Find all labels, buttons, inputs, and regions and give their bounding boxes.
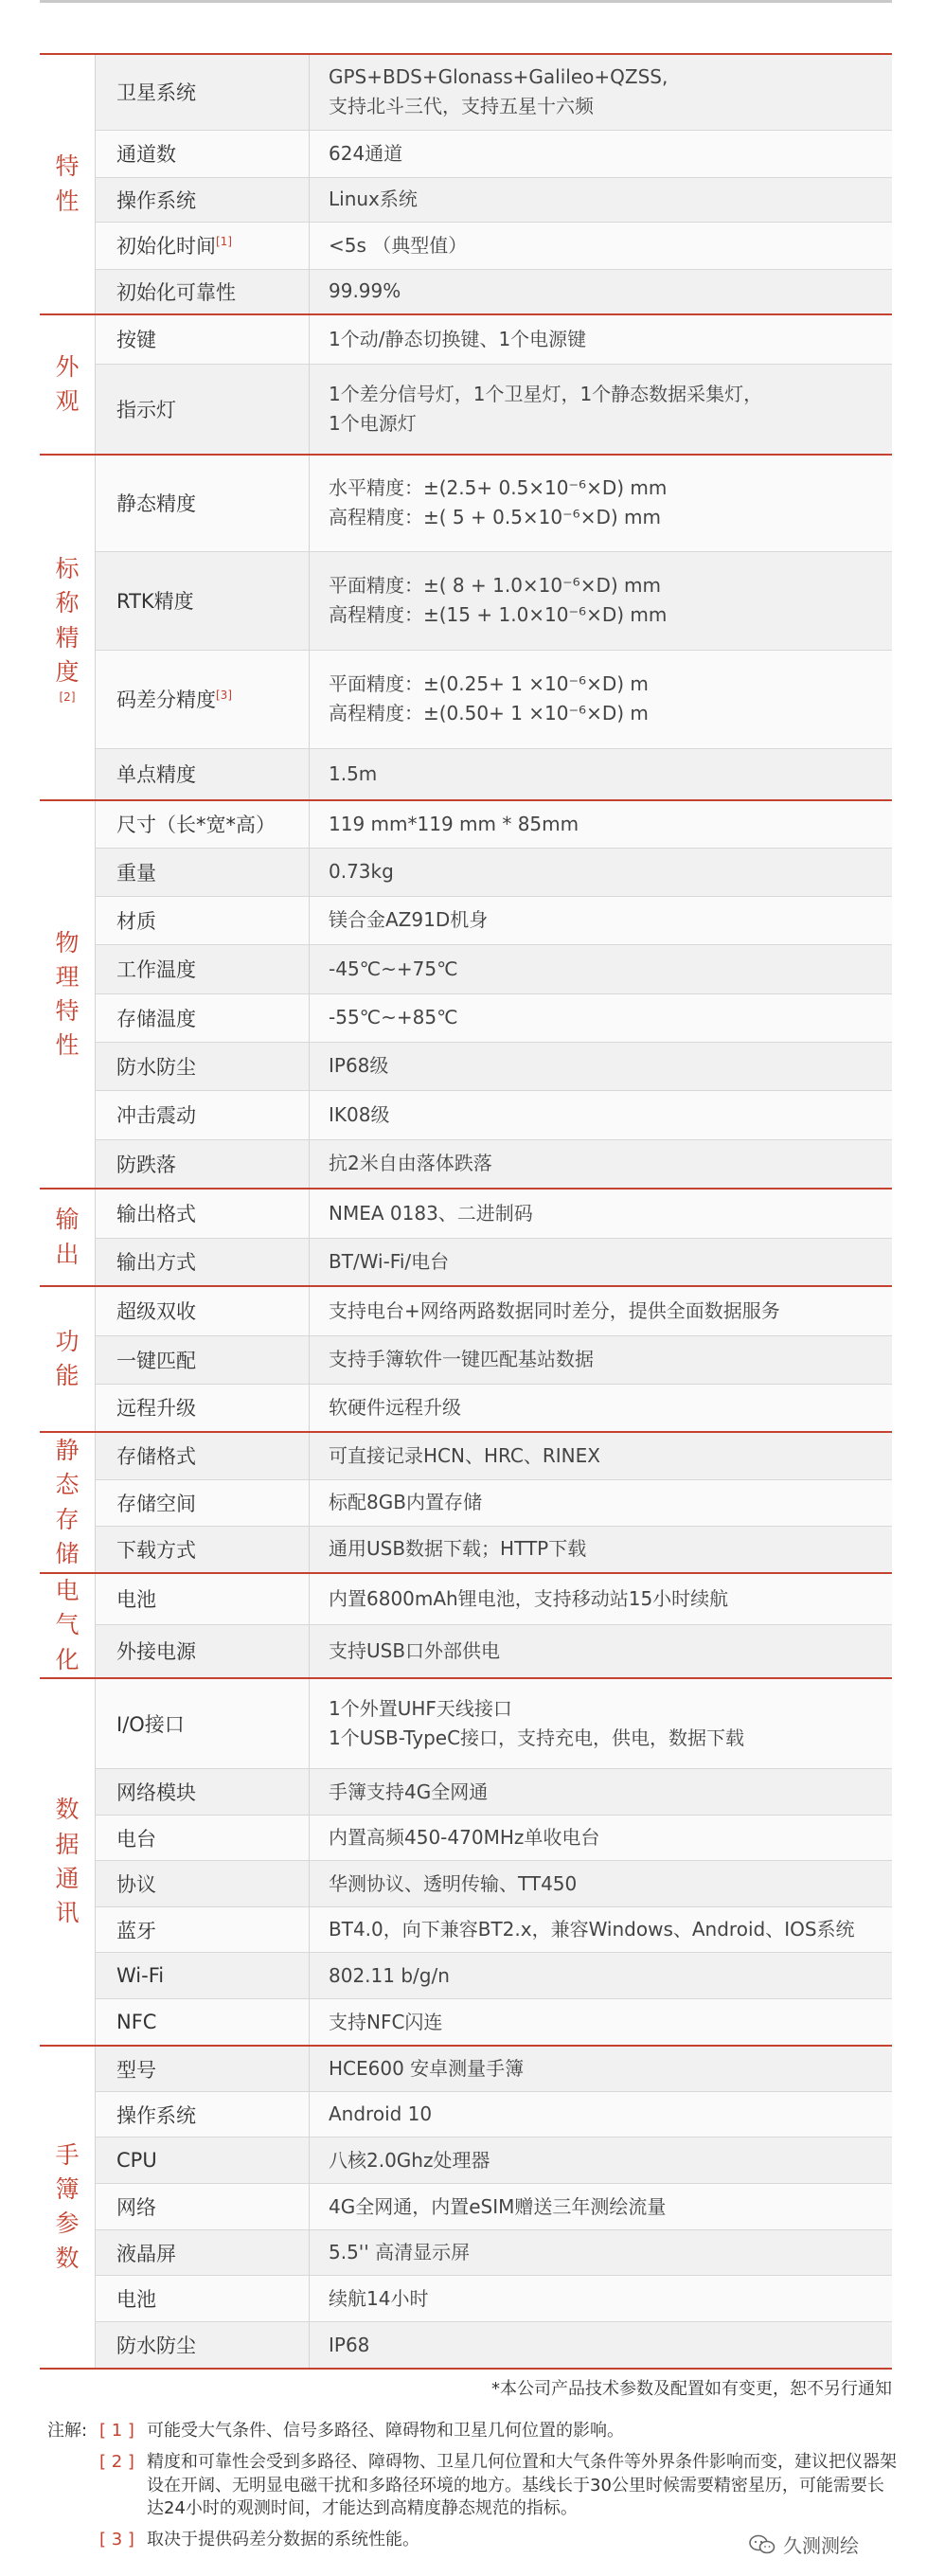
- section-category: [40, 314, 96, 455]
- spec-label-cell: [96, 1526, 310, 1573]
- spec-label: 按键: [116, 329, 156, 352]
- category-char: 存: [55, 1505, 80, 1533]
- spec-label: NFC: [116, 2011, 157, 2033]
- spec-value-line: 4G全网通，内置eSIM赠送三年测绘流量: [329, 2194, 667, 2218]
- spec-value-line: -55℃~+85℃: [329, 1006, 458, 1029]
- spec-row: [40, 269, 892, 314]
- spec-label: 液晶屏: [116, 2242, 176, 2265]
- spec-label: 型号: [116, 2058, 156, 2082]
- spec-label-cell: [96, 2092, 310, 2138]
- spec-label: 工作温度: [116, 958, 196, 981]
- spec-label-cell: [96, 848, 310, 896]
- category-char: 观: [55, 387, 80, 415]
- spec-row: [40, 1769, 892, 1816]
- spec-value-line: Android 10: [329, 2102, 433, 2126]
- spec-value-cell: [310, 1042, 893, 1090]
- watermark: [749, 2531, 859, 2558]
- spec-label-cell: [96, 1335, 310, 1384]
- spec-row: [40, 1090, 892, 1139]
- spec-value-line: 软硬件远程升级: [329, 1395, 461, 1419]
- spec-value-cell: [310, 364, 893, 455]
- spec-value-cell: [310, 2184, 893, 2230]
- spec-label: Wi-Fi: [116, 1964, 165, 1988]
- category-char: 数: [55, 1796, 80, 1824]
- spec-value-cell: [310, 1999, 893, 2046]
- spec-label: 一键匹配: [116, 1349, 196, 1372]
- spec-value-cell: [310, 2230, 893, 2276]
- spec-value-cell: [310, 1769, 893, 1816]
- spec-label: 外接电源: [116, 1640, 196, 1664]
- spec-value-line: BT/Wi-Fi/电台: [329, 1249, 450, 1273]
- spec-row: [40, 1816, 892, 1861]
- spec-label: 防水防尘: [116, 2334, 196, 2357]
- spec-row: [40, 455, 892, 551]
- spec-value-line: 标配8GB内置存储: [329, 1491, 482, 1513]
- spec-value-line: 支持USB口外部供电: [329, 1638, 501, 1662]
- spec-label-cell: [96, 1769, 310, 1816]
- spec-value-line: 高程精度：±(0.50+ 1 ×10⁻⁶×D) m: [329, 702, 649, 724]
- spec-label: 指示灯: [116, 398, 176, 421]
- spec-row: [40, 130, 892, 177]
- spec-value-cell: [310, 1907, 893, 1953]
- spec-label: 输出格式: [116, 1203, 196, 1226]
- category-char: 化: [55, 1645, 80, 1673]
- spec-label-cell: [96, 1907, 310, 1953]
- section-category: [40, 1678, 96, 2046]
- spec-label: 电台: [116, 1827, 156, 1851]
- spec-row: [40, 314, 892, 364]
- category-char: 能: [55, 1362, 80, 1389]
- spec-value-line: 可直接记录HCN、HRC、RINEX: [329, 1443, 600, 1467]
- spec-row: [40, 54, 892, 130]
- spec-value-cell: [310, 2276, 893, 2322]
- spec-value-cell: [310, 1384, 893, 1432]
- spec-row: [40, 1999, 892, 2046]
- category-footnote-ref: [2]: [59, 690, 76, 704]
- category-char: 性: [55, 1031, 80, 1060]
- spec-label: 网络模块: [116, 1781, 196, 1805]
- category-char: 出: [55, 1240, 80, 1268]
- category-char: 电: [55, 1577, 80, 1604]
- spec-value-cell: [310, 1238, 893, 1286]
- spec-row: [40, 993, 892, 1042]
- spec-value-cell: [310, 455, 893, 551]
- spec-row: [40, 944, 892, 993]
- spec-value-cell: [310, 944, 893, 993]
- spec-label: 初始化可靠性: [116, 280, 236, 304]
- spec-label: 协议: [116, 1873, 156, 1897]
- spec-label: 卫星系统: [116, 81, 196, 105]
- spec-value-line: 高程精度：±( 5 + 0.5×10⁻⁶×D) mm: [329, 506, 661, 529]
- spec-label: I/O接口: [116, 1713, 185, 1736]
- spec-row: [40, 1624, 892, 1678]
- spec-value-cell: [310, 993, 893, 1042]
- note-number: [ 1 ]: [99, 2421, 134, 2441]
- spec-label-cell: [96, 54, 310, 130]
- spec-value-line: 1.5m: [329, 761, 378, 785]
- section-category: [40, 2046, 96, 2369]
- note-item-1: [47, 2420, 900, 2443]
- watermark-text: 久测测绘: [783, 2534, 859, 2557]
- spec-value-cell: [310, 1090, 893, 1139]
- spec-label: 单点精度: [116, 763, 196, 787]
- spec-table: [40, 53, 892, 2370]
- spec-value-cell: [310, 2322, 893, 2369]
- spec-value-cell: [310, 1526, 893, 1573]
- spec-value-line: GPS+BDS+Glonass+Galileo+QZSS,: [329, 65, 669, 89]
- spec-row: [40, 1042, 892, 1090]
- spec-label: 存储温度: [116, 1007, 196, 1030]
- spec-value-cell: [310, 896, 893, 944]
- spec-value-line: IP68级: [329, 1054, 389, 1077]
- section-category: [40, 800, 96, 1189]
- spec-row: [40, 551, 892, 650]
- wechat-icon: [749, 2534, 775, 2555]
- spec-value-line: 5.5'' 高清显示屏: [329, 2241, 471, 2264]
- spec-label-cell: [96, 1479, 310, 1526]
- spec-row: [40, 1335, 892, 1384]
- spec-value-line: HCE600 安卓测量手簿: [329, 2057, 525, 2080]
- spec-value-cell: [310, 269, 893, 314]
- spec-label-cell: [96, 1678, 310, 1769]
- spec-row: [40, 2276, 892, 2322]
- spec-label-cell: [96, 364, 310, 455]
- top-divider: [40, 0, 892, 3]
- spec-value-line: 1个外置UHF天线接口: [329, 1697, 512, 1720]
- spec-label: CPU: [116, 2149, 157, 2173]
- spec-row: [40, 2230, 892, 2276]
- spec-label-cell: [96, 2276, 310, 2322]
- spec-value-line: 内置高频450-470MHz单收电台: [329, 1826, 600, 1850]
- category-char: 态: [55, 1471, 80, 1499]
- spec-value-line: 支持NFC闪连: [329, 2010, 443, 2033]
- spec-value-line: 1个USB-TypeC接口，支持充电，供电，数据下载: [329, 1726, 745, 1749]
- spec-label-cell: [96, 1286, 310, 1335]
- note-number: [ 3 ]: [99, 2530, 134, 2550]
- spec-label-cell: [96, 1953, 310, 1999]
- spec-value-line: 镁合金AZ91D机身: [329, 908, 489, 931]
- category-char: 特: [55, 997, 80, 1025]
- spec-label-cell: [96, 1861, 310, 1907]
- spec-value-line: 通用USB数据下载；HTTP下载: [329, 1537, 587, 1561]
- spec-value-line: 支持北斗三代，支持五星十六频: [329, 95, 594, 118]
- spec-value-line: 99.99%: [329, 279, 401, 303]
- spec-row: [40, 1139, 892, 1189]
- spec-row: [40, 650, 892, 748]
- spec-value-line: 抗2米自由落体跌落: [329, 1152, 492, 1175]
- category-char: 特: [55, 152, 80, 181]
- spec-value-line: 续航14小时: [329, 2286, 429, 2310]
- category-char: 性: [55, 187, 80, 215]
- spec-value-line: 内置6800mAh锂电池，支持移动站15小时续航: [329, 1586, 729, 1610]
- spec-label-cell: [96, 2230, 310, 2276]
- spec-label: RTK精度: [116, 590, 194, 613]
- spec-row: [40, 1479, 892, 1526]
- spec-value-cell: [310, 1953, 893, 1999]
- category-char: 理: [55, 962, 80, 991]
- spec-label: 远程升级: [116, 1397, 196, 1421]
- spec-value-cell: [310, 1189, 893, 1238]
- spec-label-cell: [96, 551, 310, 650]
- spec-label: 存储格式: [116, 1445, 196, 1469]
- spec-value-line: 0.73kg: [329, 860, 394, 883]
- spec-label: 通道数: [116, 143, 176, 166]
- spec-value-line: 1个电源灯: [329, 411, 417, 435]
- spec-label-cell: [96, 1042, 310, 1090]
- category-char: 称: [55, 589, 80, 617]
- spec-value-cell: [310, 1678, 893, 1769]
- spec-row: [40, 222, 892, 269]
- spec-value-cell: [310, 222, 893, 269]
- spec-label: 初始化时间: [116, 235, 216, 258]
- spec-label-cell: [96, 1432, 310, 1479]
- spec-label-cell: [96, 748, 310, 800]
- section-category: [40, 54, 96, 314]
- spec-label-cell: [96, 1999, 310, 2046]
- spec-label: 存储空间: [116, 1492, 196, 1515]
- spec-label: 超级双收: [116, 1300, 196, 1324]
- spec-value-line: Linux系统: [329, 188, 418, 210]
- note-item-2: [47, 2451, 900, 2521]
- spec-label-cell: [96, 130, 310, 177]
- spec-value-cell: [310, 1335, 893, 1384]
- note-text: 可能受大气条件、信号多路径、障碍物和卫星几何位置的影响。: [147, 2421, 624, 2441]
- spec-value-line: 华测协议、透明传输、TT450: [329, 1871, 578, 1895]
- spec-label-cell: [96, 944, 310, 993]
- spec-label-cell: [96, 2184, 310, 2230]
- spec-label-cell: [96, 2322, 310, 2369]
- spec-label: 操作系统: [116, 188, 196, 212]
- disclaimer-text: *本公司产品技术参数及配置如有变更，恕不另行通知: [491, 2379, 892, 2399]
- category-char: 物: [55, 928, 80, 957]
- spec-value-cell: [310, 848, 893, 896]
- spec-value-cell: [310, 650, 893, 748]
- spec-label-cell: [96, 993, 310, 1042]
- spec-row: [40, 748, 892, 800]
- spec-row: [40, 2322, 892, 2369]
- spec-row: [40, 896, 892, 944]
- section-category: [40, 455, 96, 800]
- spec-value-line: IP68: [329, 2333, 370, 2356]
- category-char: 输: [55, 1206, 80, 1234]
- spec-value-cell: [310, 551, 893, 650]
- spec-value-line: <5s （典型值）: [329, 233, 468, 257]
- category-char: 精: [55, 623, 80, 652]
- category-char: 簿: [55, 2175, 80, 2203]
- footnote-ref: [3]: [216, 689, 232, 702]
- category-char: 储: [55, 1539, 80, 1567]
- section-category: [40, 1286, 96, 1432]
- note-text: 取决于提供码差分数据的系统性能。: [147, 2530, 419, 2550]
- spec-label-cell: [96, 1384, 310, 1432]
- spec-row: [40, 177, 892, 222]
- spec-value-line: 手簿支持4G全网通: [329, 1780, 489, 1803]
- spec-label-cell: [96, 269, 310, 314]
- spec-value-line: -45℃~+75℃: [329, 957, 458, 980]
- spec-label: 电池: [116, 2288, 156, 2312]
- spec-label: 网络: [116, 2196, 156, 2220]
- spec-value-cell: [310, 2046, 893, 2092]
- spec-value-line: 支持电台+网络两路数据同时差分，提供全面数据服务: [329, 1298, 780, 1322]
- spec-label-cell: [96, 1816, 310, 1861]
- category-char: 据: [55, 1830, 80, 1858]
- note-text: 精度和可靠性会受到多路径、障碍物、卫星几何位置和大气条件等外界条件影响而变，建议把仪器架设在开阔、无明显电磁干扰和多路径环境的地方。基线长于30公里时候需要精密星历，可能需要长达24小时的观测时间，才能达到高精度静态规范的指标。: [147, 2451, 897, 2519]
- spec-label-cell: [96, 800, 310, 848]
- section-category: [40, 1189, 96, 1286]
- spec-label-cell: [96, 2046, 310, 2092]
- spec-value-line: 八核2.0Ghz处理器: [329, 2148, 490, 2172]
- spec-value-line: 119 mm*119 mm * 85mm: [329, 812, 579, 835]
- spec-row: [40, 1384, 892, 1432]
- category-char: 静: [55, 1437, 80, 1464]
- category-char: 数: [55, 2244, 80, 2272]
- spec-value-cell: [310, 1139, 893, 1189]
- spec-value-cell: [310, 1624, 893, 1678]
- category-char: 功: [55, 1327, 80, 1355]
- spec-row: [40, 2138, 892, 2184]
- spec-value-line: NMEA 0183、二进制码: [329, 1201, 533, 1225]
- spec-value-cell: [310, 1816, 893, 1861]
- category-char: 标: [55, 555, 80, 582]
- spec-value-cell: [310, 1432, 893, 1479]
- spec-label: 电池: [116, 1588, 156, 1612]
- spec-label-cell: [96, 1573, 310, 1624]
- notes-heading: 注解:: [47, 2421, 88, 2441]
- spec-label-cell: [96, 222, 310, 269]
- spec-value-line: IK08级: [329, 1102, 390, 1126]
- category-char: 讯: [55, 1899, 80, 1926]
- spec-value-cell: [310, 2138, 893, 2184]
- spec-row: [40, 2092, 892, 2138]
- spec-value-cell: [310, 800, 893, 848]
- spec-value-cell: [310, 314, 893, 364]
- spec-value-cell: [310, 1573, 893, 1624]
- spec-label-cell: [96, 314, 310, 364]
- spec-label: 重量: [116, 861, 156, 885]
- note-number: [ 2 ]: [99, 2451, 134, 2472]
- spec-label-cell: [96, 1139, 310, 1189]
- spec-label-cell: [96, 1189, 310, 1238]
- spec-label: 冲击震动: [116, 1104, 196, 1127]
- category-char: 手: [55, 2140, 80, 2169]
- spec-label: 下载方式: [116, 1538, 196, 1562]
- spec-row: [40, 1189, 892, 1238]
- spec-value-line: 高程精度：±(15 + 1.0×10⁻⁶×D) mm: [329, 603, 668, 626]
- section-category: [40, 1432, 96, 1573]
- spec-value-line: 624通道: [329, 141, 403, 165]
- footnote-ref: [1]: [216, 235, 232, 248]
- category-char: 气: [55, 1611, 80, 1639]
- category-char: 参: [55, 2209, 80, 2238]
- spec-label-cell: [96, 455, 310, 551]
- category-char: 外: [55, 352, 80, 381]
- spec-label-cell: [96, 1090, 310, 1139]
- spec-label: 静态精度: [116, 492, 196, 516]
- spec-row: [40, 1861, 892, 1907]
- spec-row: [40, 1526, 892, 1573]
- spec-row: [40, 1907, 892, 1953]
- spec-value-line: 802.11 b/g/n: [329, 1963, 450, 1987]
- spec-value-line: 支持手簿软件一键匹配基站数据: [329, 1348, 594, 1370]
- spec-row: [40, 1238, 892, 1286]
- spec-label-cell: [96, 177, 310, 222]
- spec-row: [40, 1286, 892, 1335]
- spec-label: 操作系统: [116, 2103, 196, 2127]
- spec-row: [40, 800, 892, 848]
- spec-value-line: 1个差分信号灯，1个卫星灯，1个静态数据采集灯，: [329, 382, 763, 405]
- spec-row: [40, 1953, 892, 1999]
- spec-label: 材质: [116, 909, 156, 933]
- spec-value-cell: [310, 1286, 893, 1335]
- spec-value-cell: [310, 177, 893, 222]
- category-char: 度: [55, 657, 80, 686]
- spec-value-cell: [310, 1479, 893, 1526]
- spec-value-line: 平面精度：±(0.25+ 1 ×10⁻⁶×D) m: [329, 672, 649, 695]
- section-category: [40, 1573, 96, 1678]
- spec-label: 蓝牙: [116, 1919, 156, 1942]
- spec-label: 码差分精度: [116, 689, 216, 711]
- spec-label-cell: [96, 896, 310, 944]
- spec-label: 防跌落: [116, 1153, 176, 1176]
- spec-value-cell: [310, 130, 893, 177]
- spec-label: 防水防尘: [116, 1055, 196, 1079]
- spec-value-cell: [310, 748, 893, 800]
- spec-label-cell: [96, 650, 310, 748]
- spec-value-cell: [310, 54, 893, 130]
- spec-row: [40, 1678, 892, 1769]
- spec-row: [40, 364, 892, 455]
- spec-row: [40, 1573, 892, 1624]
- spec-row: [40, 1432, 892, 1479]
- spec-value-line: 1个动/静态切换键、1个电源键: [329, 327, 587, 350]
- spec-value-line: 水平精度：±(2.5+ 0.5×10⁻⁶×D) mm: [329, 476, 668, 500]
- spec-label: 输出方式: [116, 1251, 196, 1275]
- spec-label-cell: [96, 1238, 310, 1286]
- spec-label: 尺寸（长*宽*高）: [116, 814, 276, 837]
- spec-value-cell: [310, 2092, 893, 2138]
- spec-value-line: BT4.0，向下兼容BT2.x，兼容Windows、Android、IOS系统: [329, 1918, 855, 1941]
- spec-label-cell: [96, 2138, 310, 2184]
- spec-label-cell: [96, 1624, 310, 1678]
- spec-row: [40, 2184, 892, 2230]
- spec-row: [40, 848, 892, 896]
- category-char: 通: [55, 1864, 80, 1892]
- spec-row: [40, 2046, 892, 2092]
- spec-value-line: 平面精度：±( 8 + 1.0×10⁻⁶×D) mm: [329, 574, 661, 597]
- spec-value-cell: [310, 1861, 893, 1907]
